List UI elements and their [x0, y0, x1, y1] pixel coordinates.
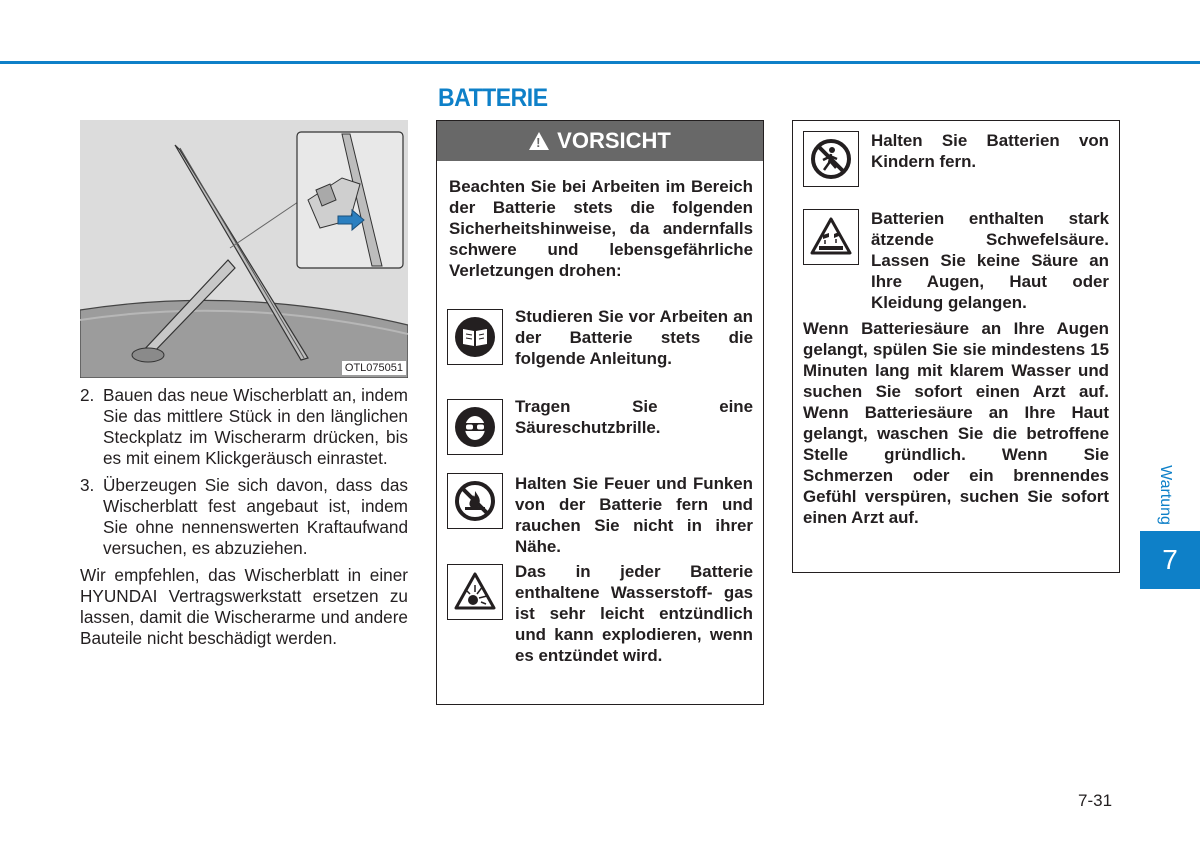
caution-item-text: Tragen Sie eine Säureschutzbrille. — [515, 397, 753, 437]
chapter-label — [1146, 455, 1184, 535]
caution-heading: VORSICHT — [557, 128, 671, 153]
keep-away-children-icon — [803, 131, 859, 187]
caution-item-text: Das in jeder Batterie enthaltene Wasserstoff- gas ist sehr leicht entzündlich und kann explodieren, wenn es entzündet wird. — [515, 562, 753, 665]
section-title: BATTERIE — [438, 84, 548, 112]
step-number: 2. — [80, 385, 95, 405]
safety-item-text: Batterien enthalten stark ätzende Schwefelsäure. Lassen Sie keine Säure an Ihre Augen, Haut oder Kleidung gelangen. — [871, 209, 1109, 312]
caution-header — [437, 121, 763, 161]
battery-safety-box — [792, 120, 1120, 573]
caution-box — [436, 120, 764, 705]
safety-item-text: Halten Sie Batterien von Kindern fern. — [871, 131, 1109, 171]
chapter-tab[interactable]: 7 — [1140, 531, 1200, 589]
wiper-drawing — [80, 120, 408, 378]
page-number: 7-31 — [1078, 791, 1113, 810]
step-text: Bauen das neue Wischerblatt an, indem Sie das mittlere Stück in den länglichen Steckplatz im Wischerarm drücken, bis es mit einem Klickgeräusch einrastet. — [103, 385, 408, 468]
step-number: 3. — [80, 475, 95, 495]
figure-code: OTL075051 — [342, 361, 406, 375]
step-text: Überzeugen Sie sich davon, dass das Wischerblatt fest angebaut ist, indem Sie ohne nennenswerten Kraftaufwand versuchen, es abzuziehen. — [103, 475, 408, 558]
caution-item-text: Studieren Sie vor Arbeiten an der Batterie stets die folgende Anleitung. — [515, 307, 753, 368]
header-rule — [0, 61, 1200, 64]
recommendation-paragraph: Wir empfehlen, das Wischerblatt in einer HYUNDAI Vertragswerkstatt ersetzen zu lassen, damit die Wischerarme und andere Bauteile nicht beschädigt werden. — [80, 565, 408, 648]
step-list — [80, 385, 408, 649]
caution-intro: Beachten Sie bei Arbeiten im Bereich der Batterie stets die folgenden Sicherheitshinweise, da andernfalls schwere und lebensgefährliche Verletzungen drohen: — [449, 177, 753, 280]
caution-item-text: Halten Sie Feuer und Funken von der Batterie fern und rauchen Sie nicht in ihrer Nähe. — [515, 474, 753, 556]
step-item — [80, 385, 408, 469]
explosive-icon — [447, 564, 503, 620]
manual-book-icon — [447, 309, 503, 365]
safety-goggles-icon — [447, 399, 503, 455]
wiper-illustration — [80, 120, 408, 378]
acid-first-aid-paragraph: Wenn Batteriesäure an Ihre Augen gelangt, spülen Sie sie mindestens 15 Minuten lang mit klarem Wasser und suchen Sie sofort einen Arzt auf. Wenn Batteriesäure an Ihre Haut gelangt, waschen Sie die betroffene Stelle gründlich. Wenn Sie Schmerzen oder ein brennendes Gefühl verspüren, suchen Sie sofort einen Arzt auf. — [803, 319, 1109, 527]
chapter-label-text: Wartung — [1157, 465, 1174, 525]
step-item — [80, 475, 408, 559]
corrosive-icon — [803, 209, 859, 265]
no-fire-icon — [447, 473, 503, 529]
warning-triangle-icon — [529, 132, 549, 150]
